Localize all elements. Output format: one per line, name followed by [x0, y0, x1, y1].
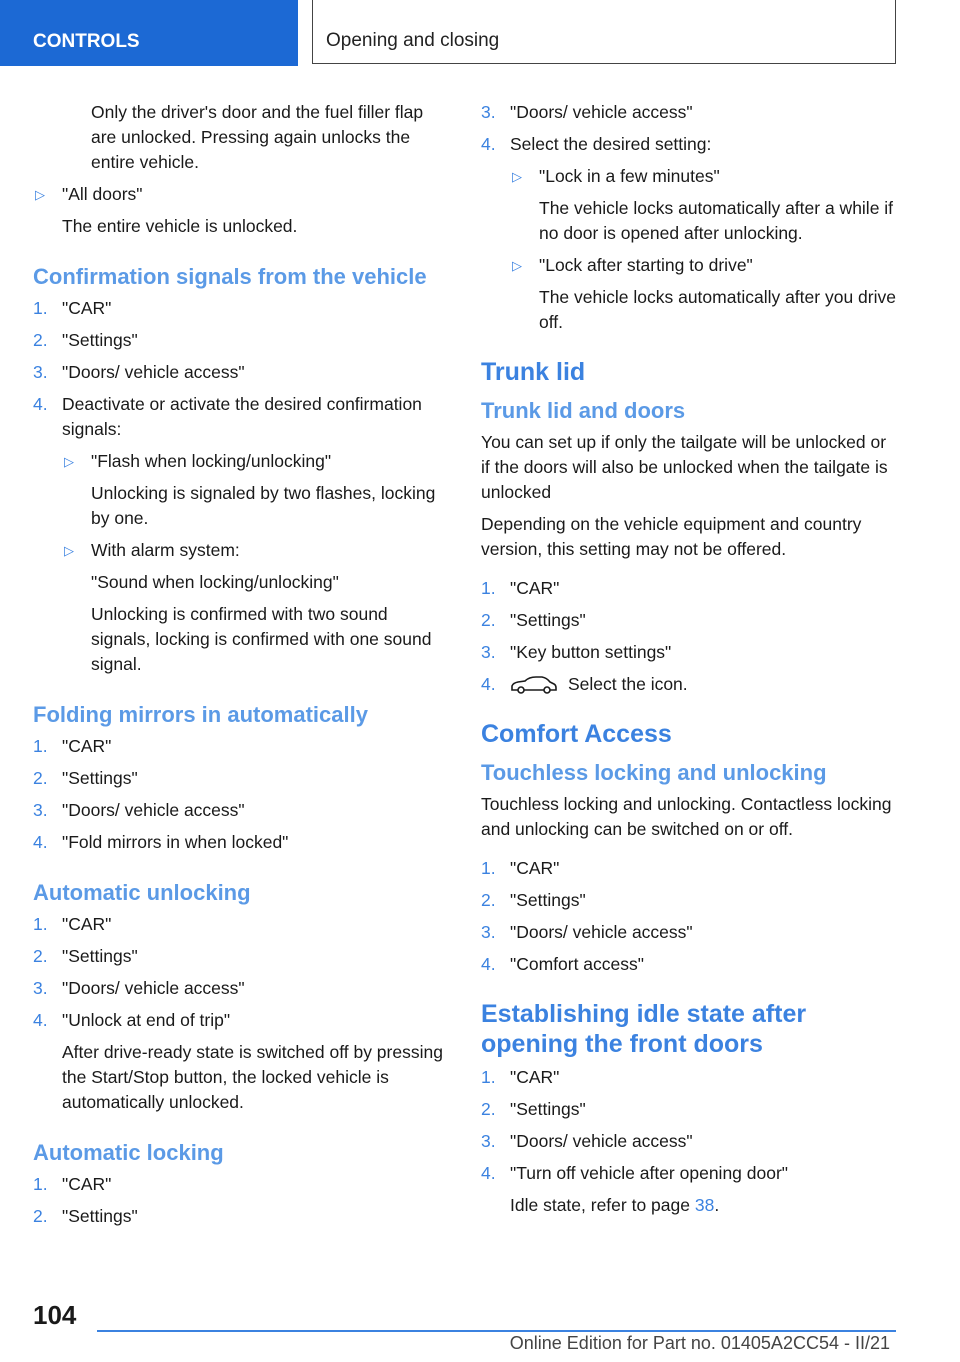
- steps-automatic-unlocking: [33, 912, 448, 1115]
- left-column: [33, 100, 448, 1236]
- heading-touchless: Touchless locking and unlocking: [481, 760, 827, 785]
- steps-confirmation: [33, 296, 448, 677]
- right-column: [481, 100, 896, 1225]
- step-4: 4. "Unlock at end of trip" After drive-ready state is switched off by pressing the Start/Stop button, the locked vehicle is automatically unlocked.: [33, 1010, 443, 1112]
- heading-idle-state: Establishing idle state after opening the front doors: [481, 1000, 807, 1058]
- bullet-lock-drive: ▷ "Lock after starting to drive" The vehicle locks automatically after you drive off.: [512, 255, 896, 332]
- step-1: 1. "CAR": [33, 914, 112, 934]
- heading-comfort-access: Comfort Access: [481, 720, 672, 748]
- step-2: 2. "Settings": [481, 610, 586, 630]
- steps-automatic-locking: [33, 1172, 448, 1229]
- bullet-alarm: ▷ With alarm system: "Sound when locking/unlocking" Unlocking is confirmed with two sound signals, locking is confirmed with one sound signal.: [64, 540, 432, 674]
- step-3: 3. "Doors/ vehicle access": [481, 102, 693, 122]
- footer-rule: [97, 1330, 896, 1332]
- step-3: 3. "Key button settings": [481, 642, 672, 662]
- header-title-box: [312, 0, 896, 64]
- bullet-triangle-icon: ▷: [512, 169, 522, 184]
- step-4: 4. "Fold mirrors in when locked": [33, 832, 289, 852]
- bullet-triangle-icon: ▷: [512, 258, 522, 273]
- steps-trunk-lid: [481, 576, 896, 697]
- bullet-all-doors: ▷ "All doors" The entire vehicle is unlocked.: [35, 184, 298, 236]
- paragraph: Touchless locking and unlocking. Contactless locking and unlocking can be switched on or off.: [481, 794, 892, 839]
- heading-automatic-unlocking: Automatic unlocking: [33, 880, 251, 905]
- step-3: 3. "Doors/ vehicle access": [481, 1131, 693, 1151]
- step-3: 3. "Doors/ vehicle access": [33, 800, 245, 820]
- step-2: 2. "Settings": [33, 946, 138, 966]
- step-2: 2. "Settings": [481, 1099, 586, 1119]
- header-section-label: CONTROLS: [33, 31, 140, 52]
- step-1: 1. "CAR": [481, 858, 560, 878]
- step-1: 1. "CAR": [481, 578, 560, 598]
- step-4: 4. Select the desired setting: ▷ "Lock in a few minutes" The vehicle locks automatically after a while if no door is opened after unlocking. ▷ "Lock after starting to drive" The vehicle locks automatically after you drive off.: [481, 132, 896, 335]
- continued-text: Only the driver's door and the fuel filler flap are unlocked. Pressing again unlocks the entire vehicle.: [91, 102, 424, 172]
- step-2: 2. "Settings": [33, 1206, 138, 1226]
- step-3: 3. "Doors/ vehicle access": [481, 922, 693, 942]
- steps-idle-state: [481, 1065, 896, 1218]
- step-4: 4. Deactivate or activate the desired confirmation signals: ▷ "Flash when locking/unlocking" Unlocking is signaled by two flashes, locking by one. ▷ With alarm system: "Sound when locking/unlocking" Unlocking is confirmed with two sound signals, locking is confirmed with one sound signal.: [33, 392, 448, 677]
- heading-trunk-lid: Trunk lid: [481, 358, 586, 386]
- steps-comfort-access: [481, 856, 896, 977]
- step-4: 4. Select the icon.: [481, 674, 688, 694]
- step-2: 2. "Settings": [33, 330, 138, 350]
- header-section-tab: [0, 0, 298, 66]
- bullet-triangle-icon: ▷: [35, 187, 45, 202]
- step-4: 4. "Comfort access": [481, 954, 644, 974]
- step-1: 1. "CAR": [33, 1174, 112, 1194]
- paragraph: Depending on the vehicle equipment and country version, this setting may not be offered.: [481, 514, 862, 559]
- heading-confirmation-signals: Confirmation signals from the vehicle: [33, 264, 427, 289]
- heading-folding-mirrors: Folding mirrors in automatically: [33, 702, 368, 727]
- heading-trunk-lid-doors: Trunk lid and doors: [481, 398, 686, 423]
- bullet-triangle-icon: ▷: [64, 454, 74, 469]
- footer-edition: Online Edition for Part no. 01405A2CC54 - II/21: [509, 1333, 890, 1353]
- bullet-lock-minutes: ▷ "Lock in a few minutes" The vehicle locks automatically after a while if no door is opened after unlocking.: [512, 166, 894, 243]
- bullet-triangle-icon: ▷: [64, 543, 74, 558]
- step-1: 1. "CAR": [33, 298, 112, 318]
- bullet-flash: ▷ "Flash when locking/unlocking" Unlocking is signaled by two flashes, locking by one.: [64, 451, 436, 528]
- steps-folding-mirrors: [33, 734, 448, 855]
- header-title: Opening and closing: [326, 30, 500, 51]
- steps-locking-continued: [481, 100, 896, 335]
- step-1: 1. "CAR": [33, 736, 112, 756]
- page-number: 104: [33, 1300, 77, 1330]
- step-4: 4. "Turn off vehicle after opening door" Idle state, refer to page 38.: [481, 1163, 789, 1215]
- step-2: 2. "Settings": [33, 768, 138, 788]
- heading-automatic-locking: Automatic locking: [33, 1140, 224, 1165]
- step-3: 3. "Doors/ vehicle access": [33, 978, 245, 998]
- step-1: 1. "CAR": [481, 1067, 560, 1087]
- step-3: 3. "Doors/ vehicle access": [33, 362, 245, 382]
- step-2: 2. "Settings": [481, 890, 586, 910]
- page-link-38[interactable]: 38: [694, 1195, 715, 1215]
- car-icon: [510, 675, 558, 695]
- paragraph: You can set up if only the tailgate will be unlocked or if the doors will also be unlocked when the tailgate is unlocked: [481, 432, 888, 502]
